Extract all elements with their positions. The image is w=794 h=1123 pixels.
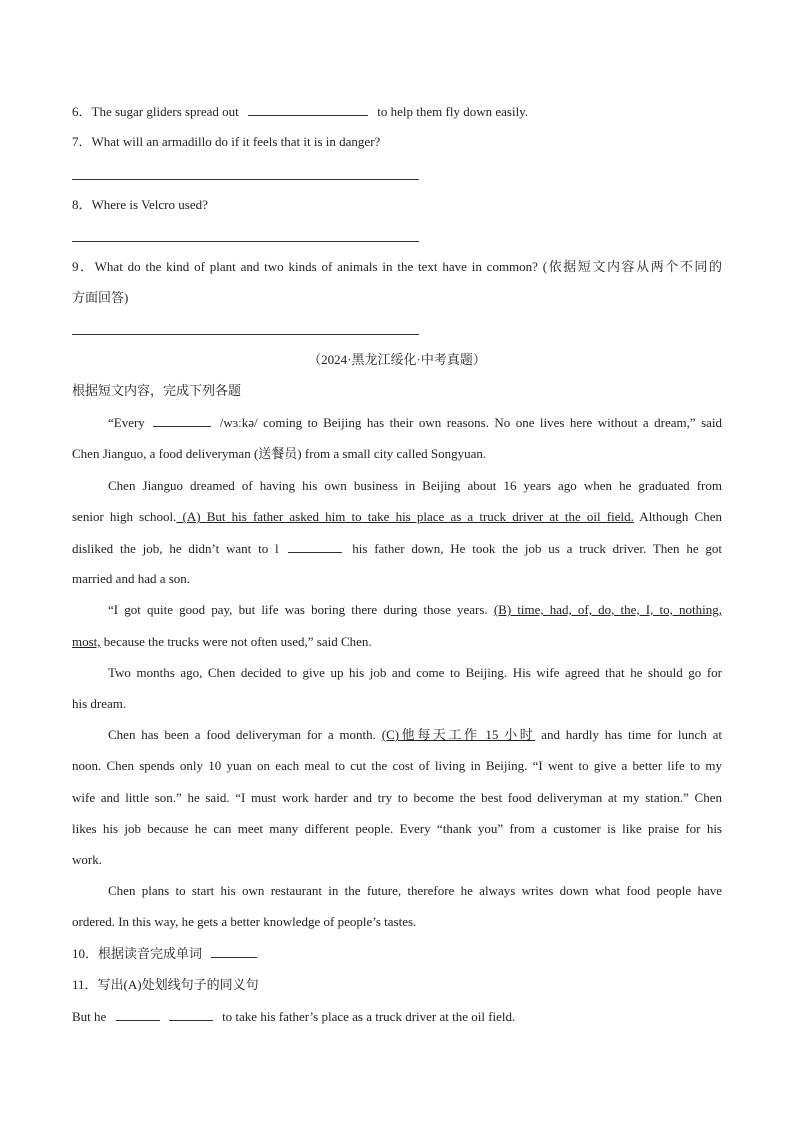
answer-blank[interactable] xyxy=(169,1008,213,1021)
answer-line-7[interactable] xyxy=(72,179,419,180)
answer-blank[interactable] xyxy=(211,945,257,958)
word-blank-2[interactable] xyxy=(288,540,342,553)
question-8: 8．Where is Velcro used? xyxy=(72,197,208,212)
passage-line: disliked the job, he didn’t want to l his father down, He took the job us a truck driver. Then he got xyxy=(72,541,723,556)
section-instruction: 根据短文内容，完成下列各题 xyxy=(72,383,242,398)
question-6 xyxy=(72,103,528,120)
underlined-words-b: (B) time, had, of, do, the, I, to, nothing, xyxy=(493,602,722,617)
answer-line-8[interactable] xyxy=(72,241,419,242)
passage-line: his dream. xyxy=(72,696,127,711)
answer-line-9[interactable] xyxy=(72,334,419,335)
passage-line: ordered. In this way, he gets a better knowledge of people’s tastes. xyxy=(72,914,417,929)
answer-blank[interactable] xyxy=(116,1008,160,1021)
passage-line: Two months ago, Chen decided to give up his job and come to Beijing. His wife agreed that he should go for xyxy=(108,665,722,680)
passage-line: Chen has been a food deliveryman for a month. (C)他每天工作 15 小时 and hardly has time for lunch at xyxy=(108,727,722,742)
source-label: （2024·黑龙江绥化·中考真题） xyxy=(308,352,486,367)
passage-line: married and had a son. xyxy=(72,571,191,586)
question-6-prefix: 6．The sugar gliders spread out xyxy=(72,104,239,119)
question-7: 7．What will an armadillo do if it feels that it is in danger? xyxy=(72,134,381,149)
question-10: 10．根据读音完成单词 xyxy=(72,945,257,962)
question-11-answer: But he to take his father’s place as a truck driver at the oil field. xyxy=(72,1009,516,1024)
question-9-line-1: 9．What do the kind of plant and two kinds of animals in the text have in common? (依据短文内容从两个不同的 xyxy=(72,259,722,274)
passage-line: most, because the trucks were not often used,” said Chen. xyxy=(72,634,372,649)
passage-line: work. xyxy=(72,852,102,867)
answer-blank[interactable] xyxy=(248,103,368,116)
passage-line: “Every /wɜːkə/ coming to Beijing has their own reasons. No one lives here without a dream,” said xyxy=(108,415,723,430)
passage-line: “I got quite good pay, but life was boring there during those years. (B) time, had, of, do, the, I, to, nothing, xyxy=(108,602,722,617)
question-11: 11．写出(A)处划线句子的同义句 xyxy=(72,977,259,992)
word-blank-1[interactable] xyxy=(153,414,211,427)
question-6-suffix: to help them fly down easily. xyxy=(377,104,529,119)
underlined-phrase-c: (C)他每天工作 15 小时 xyxy=(381,727,536,742)
passage-line: noon. Chen spends only 10 yuan on each meal to cut the cost of living in Beijing. “I went to give a better life to my xyxy=(72,758,722,773)
passage-line: Chen Jianguo, a food deliveryman (送餐员) from a small city called Songyuan. xyxy=(72,446,487,461)
passage-line: senior high school. (A) But his father asked him to take his place as a truck driver at the oil field. Although Chen xyxy=(72,509,722,524)
question-9-line-2: 方面回答) xyxy=(72,290,129,305)
passage-line: wife and little son.” he said. “I must work harder and try to become the best food deliveryman at my station.” Chen xyxy=(72,790,722,805)
underlined-sentence-a: (A) But his father asked him to take his place as a truck driver at the oil field. xyxy=(176,509,634,524)
passage-line: Chen Jianguo dreamed of having his own business in Beijing about 16 years ago when he graduated from xyxy=(108,478,722,493)
passage-line: likes his job because he can meet many different people. Every “thank you” from a customer is like praise for his xyxy=(72,821,722,836)
passage-line: Chen plans to start his own restaurant in the future, therefore he always writes down what food people have xyxy=(108,883,722,898)
